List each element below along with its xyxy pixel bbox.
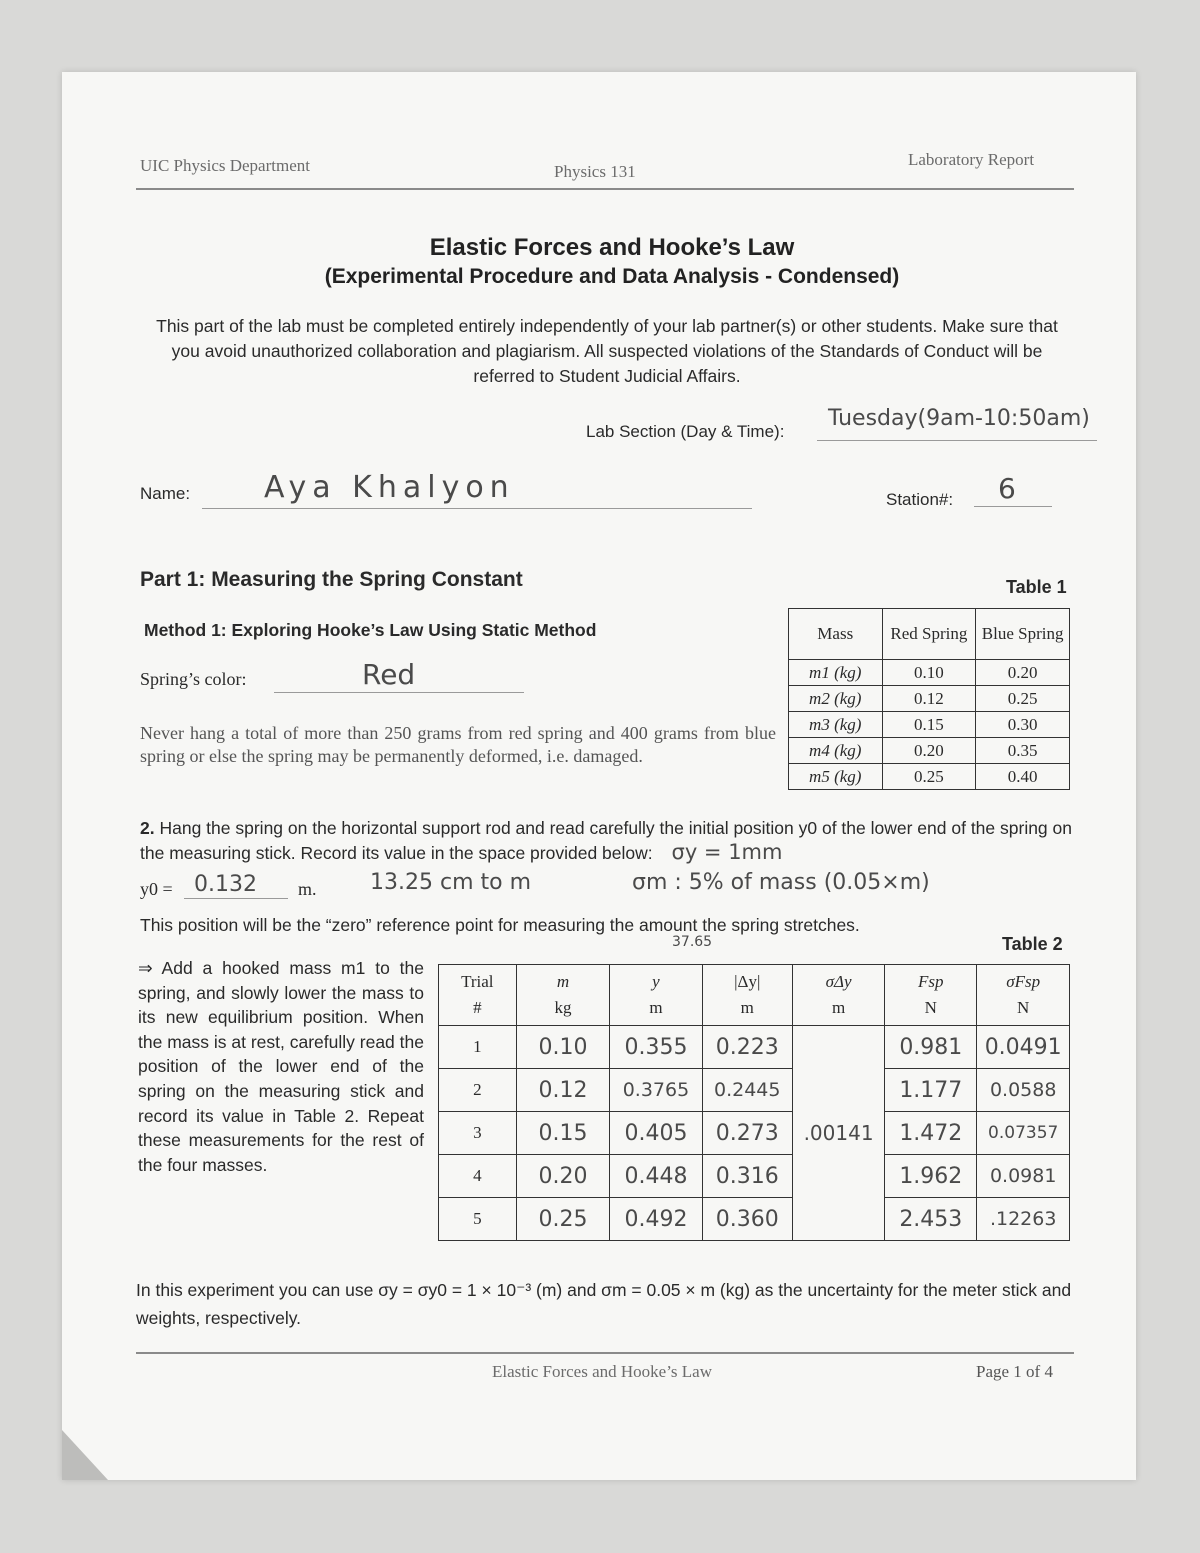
header-department: UIC Physics Department bbox=[140, 156, 310, 175]
fsp-value: 1.177 bbox=[885, 1069, 977, 1112]
station-label: Station#: bbox=[886, 490, 954, 509]
table1-cell: 0.35 bbox=[976, 738, 1070, 764]
y0-value: 0.132 bbox=[194, 872, 257, 897]
weight-warning: Never hang a total of more than 250 grams from red spring and 400 grams from blue spring or else the spring may be permanently deformed, i.e. damaged. bbox=[140, 723, 776, 766]
table1-cell: 0.40 bbox=[976, 764, 1070, 790]
y0-unit: m. bbox=[298, 879, 317, 899]
fsp-value: 0.981 bbox=[885, 1026, 977, 1069]
trial-number: 5 bbox=[439, 1198, 517, 1241]
sigma-fsp-value: 0.0981 bbox=[977, 1155, 1070, 1198]
table1-cell: m3 (kg) bbox=[789, 712, 883, 738]
fsp-value: 1.472 bbox=[885, 1112, 977, 1155]
station-value: 6 bbox=[998, 472, 1016, 505]
add-mass-instructions: ⇒ Add a hooked mass m1 to the spring, and slowly lower the mass to its new equilibrium position. When the mass is at rest, carefully read the position of the lower end of the spring on the measuring stick and record its value in Table 2. Repeat these measurements for the rest of the four masses. bbox=[138, 958, 424, 1175]
table-row bbox=[789, 712, 1070, 738]
sigma-dy-merged: .00141 bbox=[792, 1026, 884, 1241]
table-row bbox=[439, 1026, 1070, 1069]
table1-cell: 0.20 bbox=[976, 660, 1070, 686]
table2-header-trial: Trial # bbox=[439, 965, 517, 1026]
mass-value: 0.10 bbox=[516, 1026, 610, 1069]
trial-number: 2 bbox=[439, 1069, 517, 1112]
table2-header-fsp: Fsp N bbox=[885, 965, 977, 1026]
worksheet-page bbox=[62, 72, 1136, 1480]
table2-header-y: y m bbox=[610, 965, 702, 1026]
spring-color-value: Red bbox=[362, 658, 416, 691]
table1-cell: 0.20 bbox=[882, 738, 976, 764]
table2-measurements bbox=[438, 964, 1070, 1241]
footer-title: Elastic Forces and Hooke’s Law bbox=[492, 1362, 712, 1381]
header-report-type: Laboratory Report bbox=[908, 150, 1035, 169]
table1-cell: 0.15 bbox=[882, 712, 976, 738]
table2-caption: Table 2 bbox=[1002, 934, 1063, 954]
lab-section-label: Lab Section (Day & Time): bbox=[586, 422, 785, 441]
y0-label: y0 = bbox=[140, 879, 173, 899]
y-value: 0.405 bbox=[610, 1112, 702, 1155]
sigma-fsp-value: 0.0491 bbox=[977, 1026, 1070, 1069]
table1-cell: 0.25 bbox=[976, 686, 1070, 712]
y-value: 0.492 bbox=[610, 1198, 702, 1241]
header-course: Physics 131 bbox=[554, 162, 636, 181]
station-line bbox=[974, 506, 1052, 507]
table1-cell: m4 (kg) bbox=[789, 738, 883, 764]
page-subtitle: (Experimental Procedure and Data Analysis - Condensed) bbox=[324, 265, 900, 288]
dy-value: 0.223 bbox=[702, 1026, 792, 1069]
step2-number: 2. bbox=[140, 818, 155, 838]
spring-color-line bbox=[274, 692, 524, 693]
footer-page-number: Page 1 of 4 bbox=[976, 1362, 1053, 1381]
table2-header-sigma-dy: σΔy m bbox=[792, 965, 884, 1026]
table-row bbox=[439, 1069, 1070, 1112]
y-value: 0.355 bbox=[610, 1026, 702, 1069]
table1-header-red: Red Spring bbox=[882, 609, 976, 660]
dy-value: 0.273 bbox=[702, 1112, 792, 1155]
dy-value: 0.360 bbox=[702, 1198, 792, 1241]
integrity-notice: This part of the lab must be completed entirely independently of your lab partner(s) or other students. Make sure that you avoid unauthorized collaboration and plagiarism. All suspected violations of the Standards of Conduct will be referred to Student Judicial Affairs. bbox=[156, 316, 1058, 386]
table1-cell: m2 (kg) bbox=[789, 686, 883, 712]
conversion-note: 13.25 cm to m bbox=[370, 870, 532, 895]
table-row bbox=[789, 738, 1070, 764]
trial-number: 4 bbox=[439, 1155, 517, 1198]
scribble-note: 37.65 bbox=[672, 934, 713, 950]
sigma-y-note: σy = 1mm bbox=[671, 840, 783, 864]
table-row bbox=[789, 660, 1070, 686]
header-rule bbox=[136, 188, 1074, 190]
sigma-m-note: σm : 5% of mass (0.05×m) bbox=[632, 870, 930, 895]
y0-line bbox=[184, 898, 288, 899]
zero-reference-text: This position will be the “zero” reference point for measuring the amount the spring stretches. bbox=[140, 915, 860, 935]
table2-header-dy: |Δy| m bbox=[702, 965, 792, 1026]
table1-cell: 0.10 bbox=[882, 660, 976, 686]
dy-value: 0.316 bbox=[702, 1155, 792, 1198]
page-corner-shadow bbox=[62, 1430, 108, 1480]
y-value: 0.448 bbox=[610, 1155, 702, 1198]
fsp-value: 1.962 bbox=[885, 1155, 977, 1198]
table1-cell: m1 (kg) bbox=[789, 660, 883, 686]
table-row bbox=[439, 1112, 1070, 1155]
trial-number: 3 bbox=[439, 1112, 517, 1155]
sigma-fsp-value: .12263 bbox=[977, 1198, 1070, 1241]
name-line bbox=[202, 508, 752, 509]
mass-value: 0.20 bbox=[516, 1155, 610, 1198]
table-row bbox=[439, 1155, 1070, 1198]
dy-value: 0.2445 bbox=[702, 1069, 792, 1112]
table2-header-sigma-fsp: σFsp N bbox=[977, 965, 1070, 1026]
lab-section-value: Tuesday(9am-10:50am) bbox=[828, 406, 1090, 431]
y-value: 0.3765 bbox=[610, 1069, 702, 1112]
table1-cell: 0.30 bbox=[976, 712, 1070, 738]
table-row bbox=[789, 686, 1070, 712]
name-label: Name: bbox=[140, 484, 191, 503]
part1-heading: Part 1: Measuring the Spring Constant bbox=[140, 568, 523, 591]
mass-value: 0.12 bbox=[516, 1069, 610, 1112]
spring-color-label: Spring’s color: bbox=[140, 669, 247, 689]
lab-section-line bbox=[817, 440, 1097, 441]
footer-rule bbox=[136, 1352, 1074, 1354]
uncertainty-note: In this experiment you can use σy = σy0 = 1 × 10⁻³ (m) and σm = 0.05 × m (kg) as the uncertainty for the meter stick and weights, respectively. bbox=[136, 1280, 1072, 1328]
table1-caption: Table 1 bbox=[1006, 577, 1067, 597]
table-row bbox=[439, 1198, 1070, 1241]
sigma-fsp-value: 0.0588 bbox=[977, 1069, 1070, 1112]
sigma-fsp-value: 0.07357 bbox=[977, 1112, 1070, 1155]
trial-number: 1 bbox=[439, 1026, 517, 1069]
table1-cell: 0.25 bbox=[882, 764, 976, 790]
name-value: Aya Khalyon bbox=[264, 470, 515, 505]
table2-header-mass: m kg bbox=[516, 965, 610, 1026]
mass-value: 0.25 bbox=[516, 1198, 610, 1241]
mass-value: 0.15 bbox=[516, 1112, 610, 1155]
table-row bbox=[789, 764, 1070, 790]
page-title: Elastic Forces and Hooke’s Law bbox=[429, 234, 795, 261]
table1-cell: 0.12 bbox=[882, 686, 976, 712]
step2-instructions bbox=[140, 816, 1074, 865]
method1-heading: Method 1: Exploring Hooke’s Law Using Static Method bbox=[144, 620, 597, 640]
table1-spring-masses bbox=[788, 608, 1070, 790]
fsp-value: 2.453 bbox=[885, 1198, 977, 1241]
step2-text: Hang the spring on the horizontal support rod and read carefully the initial position y0 of the lower end of the spring on the measuring stick. Record its value in the space provided below: bbox=[140, 818, 1072, 863]
table1-header-blue: Blue Spring bbox=[976, 609, 1070, 660]
table1-cell: m5 (kg) bbox=[789, 764, 883, 790]
table1-header-mass: Mass bbox=[789, 609, 883, 660]
